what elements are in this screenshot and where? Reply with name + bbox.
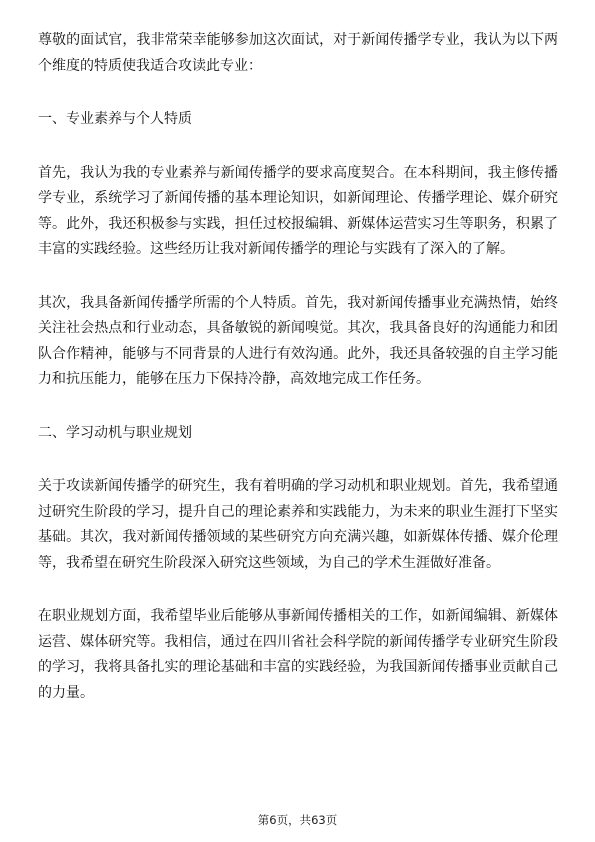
section-2-paragraph-1: 关于攻读新闻传播学的研究生，我有着明确的学习动机和职业规划。首先，我希望通过研究生阶段的学习，提升自己的理论素养和实践能力，为未来的职业生涯打下坚实基础。其次，我对新闻传播领域的某些研究方向充满兴趣，如新媒体传播、媒介伦理等，我希望在研究生阶段深入研究这些领域，为自己的学术生涯做好准备。 — [38, 478, 558, 571]
section-1-heading: 一、专业素养与个人特质 — [38, 111, 192, 127]
spacer — [38, 576, 558, 604]
spacer — [38, 79, 558, 107]
spacer — [38, 263, 558, 291]
intro-paragraph: 尊敬的面试官，我非常荣幸能够参加这次面试，对于新闻传播学专业，我认为以下两个维度的特质使我适合攻读此专业： — [38, 32, 558, 74]
section-2-paragraph-2: 在职业规划方面，我希望毕业后能够从事新闻传播相关的工作，如新闻编辑、新媒体运营、媒体研究等。我相信，通过在四川省社会科学院的新闻传播学专业研究生阶段的学习，我将具备扎实的理论基础和丰富的实践经验，为我国新闻传播事业贡献自己的力量。 — [38, 608, 558, 701]
section-1-paragraph-1: 首先，我认为我的专业素养与新闻传播学的要求高度契合。在本科期间，我主修传播学专业，系统学习了新闻传播的基本理论知识，如新闻理论、传播学理论、媒介研究等。此外，我还积极参与实践，担任过校报编辑、新媒体运营实习生等职务，积累了丰富的实践经验。这些经历让我对新闻传播学的理论与实践有了深入的了解。 — [38, 164, 558, 257]
section-2-heading: 二、学习动机与职业规划 — [38, 424, 192, 441]
section-1-paragraph-2: 其次，我具备新闻传播学所需的个人特质。首先，我对新闻传播事业充满热情，始终关注社会热点和行业动态，具备敏锐的新闻嗅觉。其次，我具备良好的沟通能力和团队合作精神，能够与不同背景的人进行有效沟通。此外，我还具备较强的自主学习能力和抗压能力，能够在压力下保持冷静，高效地完成工作任务。 — [38, 294, 558, 387]
page-number-footer: 第6页，共63页 — [257, 813, 338, 827]
spacer — [38, 393, 558, 421]
document-body — [38, 28, 558, 706]
spacer — [38, 133, 558, 161]
spacer — [38, 446, 558, 474]
